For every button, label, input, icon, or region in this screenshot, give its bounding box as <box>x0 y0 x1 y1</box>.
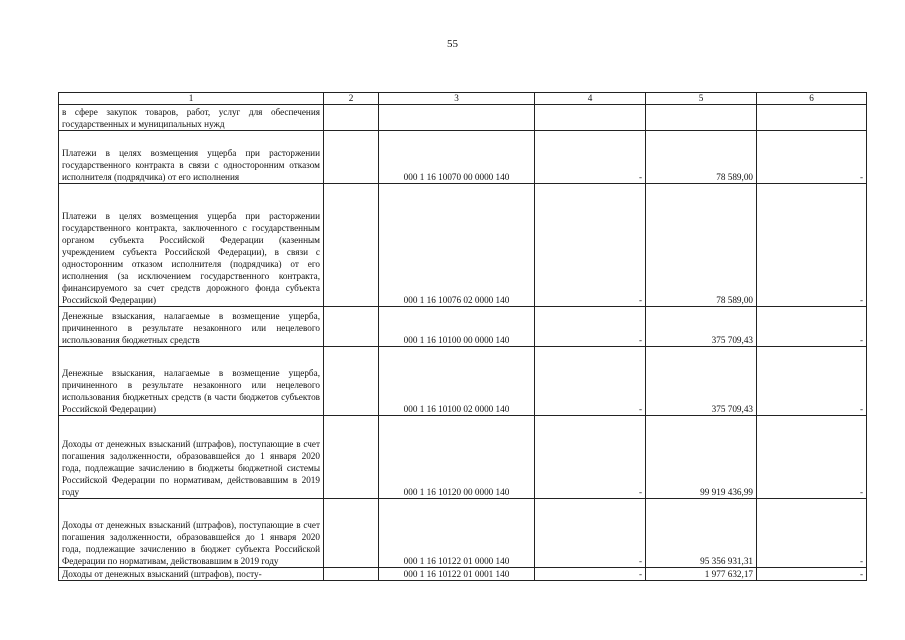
row-col2 <box>324 131 379 184</box>
row-col6: - <box>757 568 867 581</box>
row-name: Денежные взыскания, налагаемые в возмещение ущерба, причиненного в результате незаконного или нецелевого использования бюджетных средств (в части бюджетов субъектов Российской Федерации) <box>59 347 324 416</box>
row-col4: - <box>535 307 646 347</box>
row-name: Доходы от денежных взысканий (штрафов), поступающие в счет погашения задолженности, образовавшейся до 1 января 2020 года, подлежащие зачислению в бюджеты бюджетной системы Российской Федерации по нормативам, действовавшим в 2019 году <box>59 416 324 499</box>
table-row <box>59 568 867 581</box>
row-col6: - <box>757 184 867 307</box>
row-code: 000 1 16 10076 02 0000 140 <box>379 184 535 307</box>
row-name: Доходы от денежных взысканий (штрафов), посту- <box>59 568 324 581</box>
row-name: Платежи в целях возмещения ущерба при расторжении государственного контракта в связи с односторонним отказом исполнителя (подрядчика) от его исполнения <box>59 131 324 184</box>
table-row <box>59 499 867 568</box>
row-code: 000 1 16 10122 01 0000 140 <box>379 499 535 568</box>
row-col2 <box>324 184 379 307</box>
table-row <box>59 131 867 184</box>
table-body <box>59 105 867 581</box>
row-col6: - <box>757 307 867 347</box>
row-amount: 95 356 931,31 <box>646 499 757 568</box>
row-col6: - <box>757 347 867 416</box>
row-code: 000 1 16 10100 00 0000 140 <box>379 307 535 347</box>
row-code: 000 1 16 10122 01 0001 140 <box>379 568 535 581</box>
row-amount: 99 919 436,99 <box>646 416 757 499</box>
row-amount: 1 977 632,17 <box>646 568 757 581</box>
table-header <box>59 93 867 105</box>
row-amount: 375 709,43 <box>646 307 757 347</box>
row-col2 <box>324 499 379 568</box>
row-col6: - <box>757 416 867 499</box>
row-name: Платежи в целях возмещения ущерба при расторжении государственного контракта, заключенного с государственным органом субъекта Российской Федерации (казенным учреждением субъекта Российской Федерации), в связи с односторонним отказом исполнителя (подрядчика) от его исполнения (за исключением государственного контракта, финансируемого за счет средств дорожного фонда субъекта Российской Федерации) <box>59 184 324 307</box>
row-col6: - <box>757 131 867 184</box>
header-cell-1: 1 <box>59 93 324 105</box>
row-code: 000 1 16 10100 02 0000 140 <box>379 347 535 416</box>
table-row <box>59 307 867 347</box>
row-col4: - <box>535 499 646 568</box>
row-code: 000 1 16 10070 00 0000 140 <box>379 131 535 184</box>
table-row <box>59 105 867 131</box>
header-cell-5: 5 <box>646 93 757 105</box>
row-amount: 78 589,00 <box>646 184 757 307</box>
table-row <box>59 416 867 499</box>
row-col4: - <box>535 568 646 581</box>
row-col6 <box>757 105 867 131</box>
row-col4: - <box>535 347 646 416</box>
row-amount: 78 589,00 <box>646 131 757 184</box>
row-code: 000 1 16 10120 00 0000 140 <box>379 416 535 499</box>
row-col6: - <box>757 499 867 568</box>
header-cell-6: 6 <box>757 93 867 105</box>
row-col2 <box>324 307 379 347</box>
header-cell-4: 4 <box>535 93 646 105</box>
row-col2 <box>324 568 379 581</box>
row-name: Денежные взыскания, налагаемые в возмещение ущерба, причиненного в результате незаконного или нецелевого использования бюджетных средств <box>59 307 324 347</box>
row-col4: - <box>535 131 646 184</box>
page-number: 55 <box>447 38 458 50</box>
header-row <box>59 93 867 105</box>
header-cell-2: 2 <box>324 93 379 105</box>
row-amount: 375 709,43 <box>646 347 757 416</box>
row-col4: - <box>535 184 646 307</box>
row-amount <box>646 105 757 131</box>
revenue-table <box>58 92 867 581</box>
row-name: в сфере закупок товаров, работ, услуг для обеспечения государственных и муниципальных нужд <box>59 105 324 131</box>
row-col2 <box>324 105 379 131</box>
row-col4: - <box>535 416 646 499</box>
table-row <box>59 347 867 416</box>
row-name: Доходы от денежных взысканий (штрафов), поступающие в счет погашения задолженности, образовавшейся до 1 января 2020 года, подлежащие зачислению в бюджет субъекта Российской Федерации по нормативам, действовавшим в 2019 году <box>59 499 324 568</box>
header-cell-3: 3 <box>379 93 535 105</box>
row-code <box>379 105 535 131</box>
row-col2 <box>324 347 379 416</box>
row-col2 <box>324 416 379 499</box>
table-row <box>59 184 867 307</box>
row-col4 <box>535 105 646 131</box>
